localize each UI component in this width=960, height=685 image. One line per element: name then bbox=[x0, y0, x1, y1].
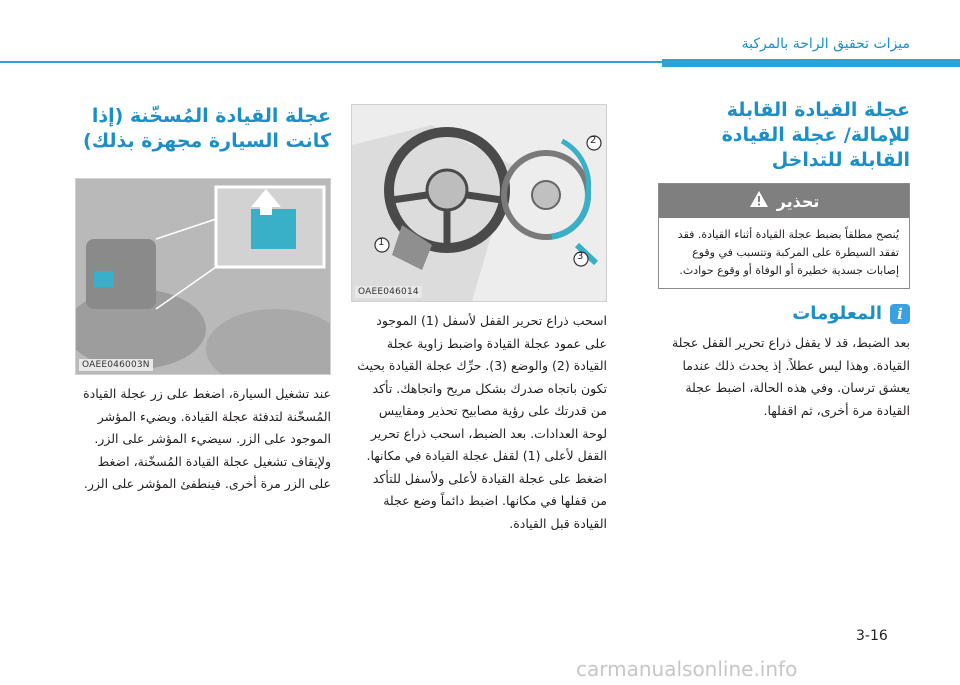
warning-title: تحذير bbox=[776, 191, 820, 211]
warning-header bbox=[659, 184, 909, 218]
section-heated-steering bbox=[75, 104, 331, 496]
callout-1: 1 bbox=[378, 237, 385, 248]
heated-steering-figure bbox=[75, 178, 331, 375]
info-text: بعد الضبط، قد لا يقفل ذراع تحرير القفل عجلة القيادة. وهذا ليس عطلاً. إذ يحدث ذلك عندما يعشق ترسان. وفي هذه الحالة، اضبط عجلة القيادة مرة أخرى، ثم اقفلها. bbox=[671, 335, 910, 418]
console-illustration bbox=[76, 179, 330, 374]
steering-wheel-figure bbox=[351, 104, 607, 302]
info-title: المعلومات bbox=[792, 303, 882, 324]
warning-text: يُنصح مطلقاً بضبط عجلة القيادة أثناء القيادة. فقد تفقد السيطرة على المركبة وتتسبب في وقوع إصابات جسدية خطيرة أو الوفاة أو وقوع حوادث. bbox=[659, 218, 909, 288]
callout-3: 3 bbox=[577, 251, 584, 262]
watermark: carmanualsonline.info bbox=[576, 657, 798, 681]
section-title-heated: عجلة القيادة المُسخّنة (إذا كانت السيارة مجهزة بذلك) bbox=[83, 105, 331, 152]
callout-2: 2 bbox=[590, 135, 597, 146]
section-steering-wheel bbox=[658, 98, 910, 422]
page-header-title: ميزات تحقيق الراحة بالمركبة bbox=[741, 36, 910, 52]
warning-triangle-icon bbox=[749, 190, 769, 212]
steering-wheel-illustration bbox=[352, 105, 606, 301]
heated-steering-text: عند تشغيل السيارة، اضغط على زر عجلة القيادة المُسخّنة لتدفئة عجلة القيادة. ويضيء المؤشر الموجود على الزر. سيضيء المؤشر على الزر. ولإيقاف تشغيل عجلة القيادة المُسخّنة، اضغط على الزر مرة أخرى. فينطفئ المؤشر على الزر. bbox=[83, 386, 331, 491]
figure-caption: OAEE046014 bbox=[355, 286, 422, 298]
info-heading bbox=[658, 303, 910, 324]
section-title-steering: عجلة القيادة القابلة للإمالة/ عجلة القيادة القابلة للتداخل bbox=[721, 99, 910, 171]
info-icon: i bbox=[890, 304, 910, 324]
header-accent-bar bbox=[662, 59, 960, 67]
section-steering-procedure bbox=[353, 104, 607, 535]
warning-box bbox=[658, 183, 910, 289]
figure-caption: OAEE046003N bbox=[79, 359, 153, 371]
steering-procedure-text: اسحب ذراع تحرير القفل لأسفل (1) الموجود على عمود عجلة القيادة واضبط زاوية عجلة القيادة (2) والوضع (3). حرِّك عجلة القيادة بحيث تكون باتجاه صدرك بشكل مريح واتجاهك. تأكد من قدرتك على رؤية مصابيح تحذير ومقاييس لوحة العدادات. بعد الضبط، اسحب ذراع تحرير القفل لأعلى (1) لقفل عجلة القيادة في مكانها. اضغط على عجلة القيادة لأعلى ولأسفل للتأكد من قفلها في مكانها. اضبط دائماً وضع عجلة القيادة قبل القيادة. bbox=[357, 313, 607, 531]
page-number: 3-16 bbox=[856, 628, 888, 644]
